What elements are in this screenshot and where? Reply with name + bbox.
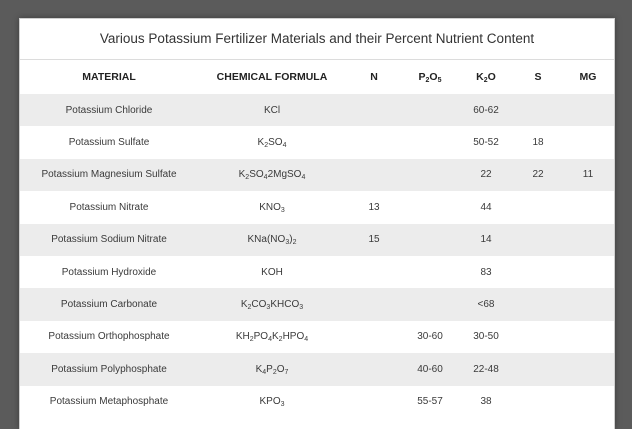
table-row [20, 159, 614, 191]
material-cell: Potassium Carbonate [20, 288, 198, 320]
s-cell [514, 288, 562, 320]
material-cell: Potassium Magnesium Sulfate [20, 159, 198, 191]
k2o-cell: 60-62 [458, 94, 514, 126]
header-k2o: $K_2O$ [476, 71, 496, 84]
k2o-cell: 14 [458, 224, 514, 256]
material-cell: Potassium Metaphosphate [20, 386, 198, 418]
material-cell: Potassium Nitrate [20, 191, 198, 223]
table-row [20, 191, 614, 223]
p2o5-cell [402, 94, 458, 126]
material-cell: Potassium Polyphosphate [20, 353, 198, 385]
table-row [20, 386, 614, 418]
chemical-formula-cell: $K_2SO_4$ [198, 126, 346, 158]
k2o-cell: 44 [458, 191, 514, 223]
n-cell [346, 256, 402, 288]
k2o-cell: 50-52 [458, 126, 514, 158]
p2o5-cell: 40-60 [402, 353, 458, 385]
p2o5-cell [402, 159, 458, 191]
n-cell [346, 159, 402, 191]
s-cell [514, 224, 562, 256]
n-cell [346, 288, 402, 320]
k2o-cell: 22 [458, 159, 514, 191]
header-p2o5: $P_2O_5$ [418, 71, 442, 84]
n-cell [346, 321, 402, 353]
table-row [20, 288, 614, 320]
chemical-formula-cell: KCl [198, 94, 346, 126]
s-cell: 18 [514, 126, 562, 158]
table-row [20, 224, 614, 256]
k2o-cell: 38 [458, 386, 514, 418]
nutrient-table-panel [19, 18, 615, 429]
p2o5-cell [402, 288, 458, 320]
table-row [20, 353, 614, 385]
n-cell: 15 [346, 224, 402, 256]
n-cell [346, 353, 402, 385]
mg-cell [562, 353, 614, 385]
k2o-cell: 30-50 [458, 321, 514, 353]
table-row [20, 126, 614, 158]
header-n: N [370, 71, 378, 83]
s-cell [514, 191, 562, 223]
mg-cell [562, 288, 614, 320]
s-cell [514, 256, 562, 288]
mg-cell: 11 [562, 159, 614, 191]
n-cell [346, 126, 402, 158]
n-cell: 13 [346, 191, 402, 223]
p2o5-cell [402, 191, 458, 223]
table-row [20, 256, 614, 288]
chemical-formula-cell: $KNa(NO_3)_2$ [198, 224, 346, 256]
p2o5-cell [402, 256, 458, 288]
p2o5-cell: 55-57 [402, 386, 458, 418]
mg-cell [562, 256, 614, 288]
chemical-formula-cell: $KPO_3$ [198, 386, 346, 418]
k2o-cell: 22-48 [458, 353, 514, 385]
chemical-formula-cell: $KNO_3$ [198, 191, 346, 223]
header-row [20, 60, 614, 94]
mg-cell [562, 386, 614, 418]
table-row [20, 94, 614, 126]
material-cell: Potassium Orthophosphate [20, 321, 198, 353]
mg-cell [562, 321, 614, 353]
header-mg: MG [579, 71, 597, 83]
chemical-formula-cell: $K_4P_2O_7$ [198, 353, 346, 385]
material-cell: Potassium Chloride [20, 94, 198, 126]
k2o-cell: 83 [458, 256, 514, 288]
mg-cell [562, 191, 614, 223]
s-cell [514, 321, 562, 353]
material-cell: Potassium Sodium Nitrate [20, 224, 198, 256]
p2o5-cell [402, 224, 458, 256]
mg-cell [562, 126, 614, 158]
p2o5-cell [402, 126, 458, 158]
header-material: MATERIAL [82, 71, 136, 83]
p2o5-cell: 30-60 [402, 321, 458, 353]
table-title: Various Potassium Fertilizer Materials and their Percent Nutrient Content [20, 19, 614, 60]
chemical-formula-cell: KOH [198, 256, 346, 288]
s-cell [514, 94, 562, 126]
table-row [20, 321, 614, 353]
n-cell [346, 94, 402, 126]
mg-cell [562, 224, 614, 256]
material-cell: Potassium Hydroxide [20, 256, 198, 288]
n-cell [346, 386, 402, 418]
material-cell: Potassium Sulfate [20, 126, 198, 158]
header-chemical-formula: CHEMICAL FORMULA [216, 71, 328, 83]
chemical-formula-cell: $KH_2PO_4K_2HPO_4$ [198, 321, 346, 353]
s-cell [514, 353, 562, 385]
chemical-formula-cell: $K_2SO_42MgSO_4$ [198, 159, 346, 191]
header-s: S [534, 71, 542, 83]
table-body [20, 94, 614, 418]
k2o-cell: <68 [458, 288, 514, 320]
nutrient-table [20, 60, 614, 418]
s-cell [514, 386, 562, 418]
chemical-formula-cell: $K_2CO_3KHCO_3$ [198, 288, 346, 320]
mg-cell [562, 94, 614, 126]
s-cell: 22 [514, 159, 562, 191]
